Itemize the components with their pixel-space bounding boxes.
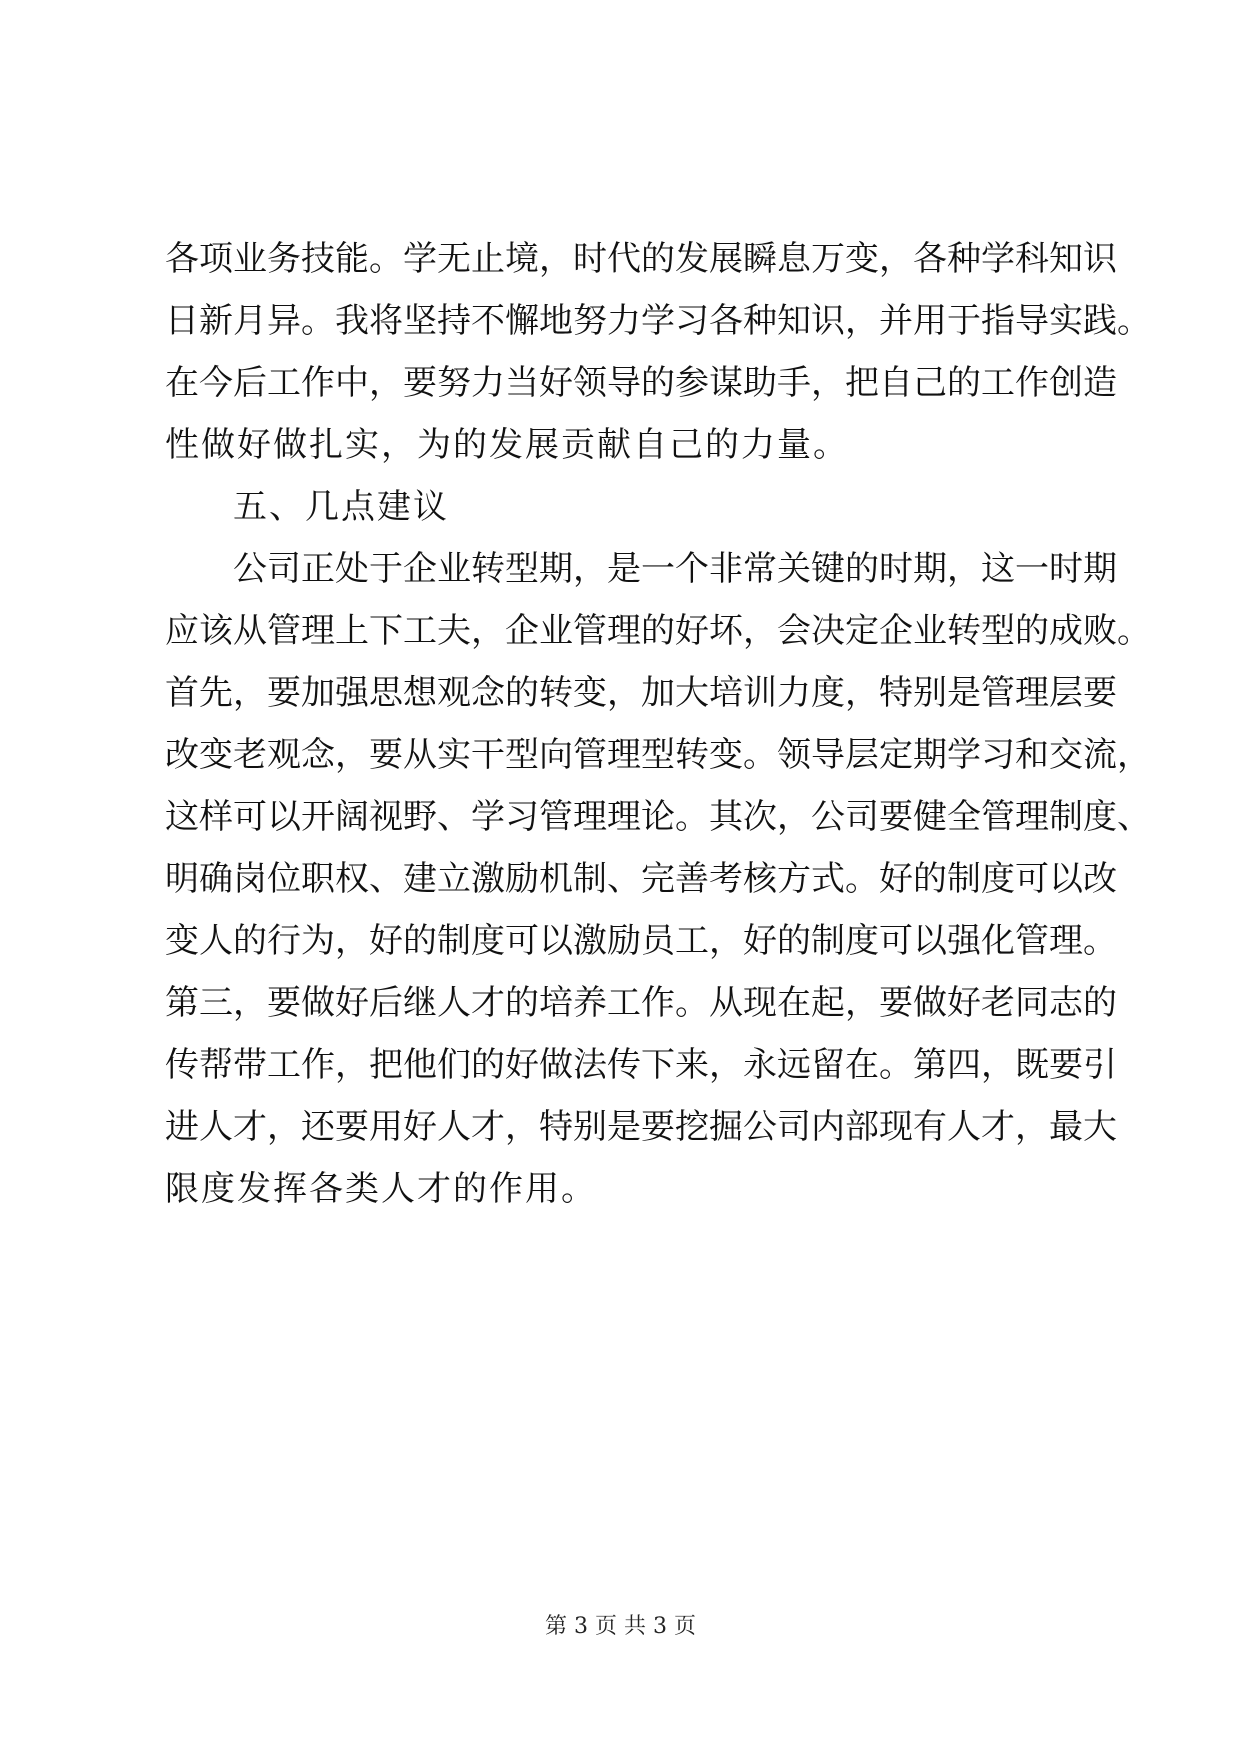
paragraph-line: 进人才，还要用好人才，特别是要挖掘公司内部现有人才，最大 [165,1107,1117,1147]
paragraph-line: 变人的行为，好的制度可以激励员工，好的制度可以强化管理。 [165,921,1117,961]
page-number-footer: 第 3 页 共 3 页 [545,1614,696,1639]
paragraph-line: 日新月异。我将坚持不懈地努力学习各种知识，并用于指导实践。 [165,301,1151,341]
paragraph-line: 性做好做扎实，为的发展贡献自己的力量。 [165,425,849,465]
paragraph-line: 公司正处于企业转型期，是一个非常关键的时期，这一时期 [233,549,1117,589]
paragraph-line: 在今后工作中，要努力当好领导的参谋助手，把自己的工作创造 [165,363,1117,403]
paragraph-line: 首先，要加强思想观念的转变，加大培训力度，特别是管理层要 [165,673,1117,713]
paragraph-line: 这样可以开阔视野、学习管理理论。其次，公司要健全管理制度、 [165,797,1151,837]
paragraph-line: 明确岗位职权、建立激励机制、完善考核方式。好的制度可以改 [165,859,1117,899]
paragraph-line: 第三，要做好后继人才的培养工作。从现在起，要做好老同志的 [165,983,1117,1023]
document-body [165,228,1151,1220]
paragraph-line: 限度发挥各类人才的作用。 [165,1169,597,1209]
paragraph-line: 应该从管理上下工夫，企业管理的好坏，会决定企业转型的成败。 [165,611,1151,651]
paragraph-line: 传帮带工作，把他们的好做法传下来，永远留在。第四，既要引 [165,1045,1117,1085]
paragraph-line: 改变老观念，要从实干型向管理型转变。领导层定期学习和交流， [165,735,1151,775]
section-heading: 五、几点建议 [233,487,449,527]
paragraph-line: 各项业务技能。学无止境，时代的发展瞬息万变，各种学科知识 [165,239,1117,279]
